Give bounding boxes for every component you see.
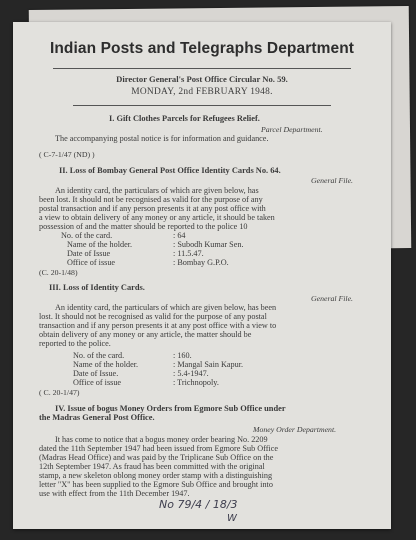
- section-3-heading: III. Loss of Identity Cards.: [49, 283, 145, 292]
- field-value: : Trichnopoly.: [173, 378, 219, 387]
- field-value: : 5.4-1947.: [173, 369, 209, 378]
- field-label: Name of the holder.: [73, 360, 139, 369]
- section-2-heading: II. Loss of Bombay General Post Office Identity Cards No. 64.: [59, 166, 281, 175]
- field-value: : 64: [173, 231, 186, 240]
- section-4-line: use with effect from the 11th December 1947.: [39, 489, 190, 498]
- section-3-dept: General File.: [311, 294, 354, 303]
- section-3-line: obtain delivery of any money or any article, the matter should be: [39, 330, 252, 339]
- section-4-line: dated the 11th September 1947 had been issued from Egmore Sub Office: [39, 444, 278, 453]
- field-label: Name of the holder.: [67, 240, 133, 249]
- handwritten-note: No 79/4 / 18/3: [159, 498, 238, 511]
- section-4-dept: Money Order Department.: [253, 425, 337, 434]
- section-4-line: It has come to notice that a bogus money order bearing No. 2209: [55, 435, 268, 444]
- field-value: : 160.: [173, 351, 192, 360]
- section-2-line: been lost. It should not be recognised as valid for the purpose of any: [39, 195, 263, 204]
- section-3-line: An identity card, the particulars of which are given below, has been: [55, 303, 277, 312]
- title-rule: [53, 68, 351, 69]
- section-2-line: a view to obtain delivery of any money or any article, it should be taken: [39, 213, 275, 222]
- section-3-line: transaction and if any person presents it at any post office with a view to: [39, 321, 277, 330]
- section-3-ref: ( C. 20-1/47): [39, 388, 80, 397]
- field-label: Date of Issue: [67, 249, 111, 258]
- section-4-line: (Madras Head Office) and was paid by the Triplicane Sub Office on the: [39, 453, 274, 462]
- section-2-dept: General File.: [311, 176, 354, 185]
- date-rule: [73, 105, 331, 106]
- field-label: No. of the card.: [73, 351, 125, 360]
- section-1-dept: Parcel Department.: [261, 125, 323, 134]
- section-3-line: reported to the police.: [39, 339, 111, 348]
- circular-date: MONDAY, 2nd FEBRUARY 1948.: [131, 87, 273, 97]
- circular-page: [13, 22, 391, 529]
- department-title: Indian Posts and Telegraphs Department: [49, 40, 355, 57]
- field-label: Office of issue: [67, 258, 116, 267]
- field-label: No. of the card.: [61, 231, 113, 240]
- field-label: Date of Issue.: [73, 369, 119, 378]
- section-4-line: 12th September 1947. As fraud has been committed with the original: [39, 462, 265, 471]
- section-3-line: lost. It should not be recognised as valid for the purpose of any postal: [39, 312, 267, 321]
- section-4-line: letter "X" has been supplied to the Egmore Sub Office and brought into: [39, 480, 273, 489]
- section-2-line: postal transaction and if any person presents it at any post office with: [39, 204, 266, 213]
- section-4-heading: the Madras General Post Office.: [39, 413, 155, 422]
- field-value: : Bombay G.P.O.: [173, 258, 229, 267]
- field-value: : 11.5.47.: [173, 249, 204, 258]
- field-label: Office of issue: [73, 378, 122, 387]
- field-value: : Mangal Sain Kapur.: [173, 360, 244, 369]
- section-2-line: An identity card, the particulars of which are given below, has: [55, 186, 259, 195]
- section-1-ref: ( C-7-1/47 (ND) ): [39, 150, 95, 159]
- section-1-heading: I. Gift Clothes Parcels for Refugees Relief.: [109, 114, 260, 123]
- field-value: : Subodh Kumar Sen.: [173, 240, 244, 249]
- handwritten-initials: W: [227, 513, 237, 524]
- section-4-line: stamp, a new skeleton oblong money order stamp with a distinguishing: [39, 471, 273, 480]
- circular-number: Director General's Post Office Circular No. 59.: [116, 74, 288, 84]
- section-2-ref: (C. 20-1/48): [39, 268, 78, 277]
- section-4-heading: IV. Issue of bogus Money Orders from Egmore Sub Office under: [55, 404, 286, 413]
- section-1-text: The accompanying postal notice is for information and guidance.: [55, 134, 269, 143]
- section-2-line: possession of and the matter should be reported to the police 10: [39, 222, 248, 231]
